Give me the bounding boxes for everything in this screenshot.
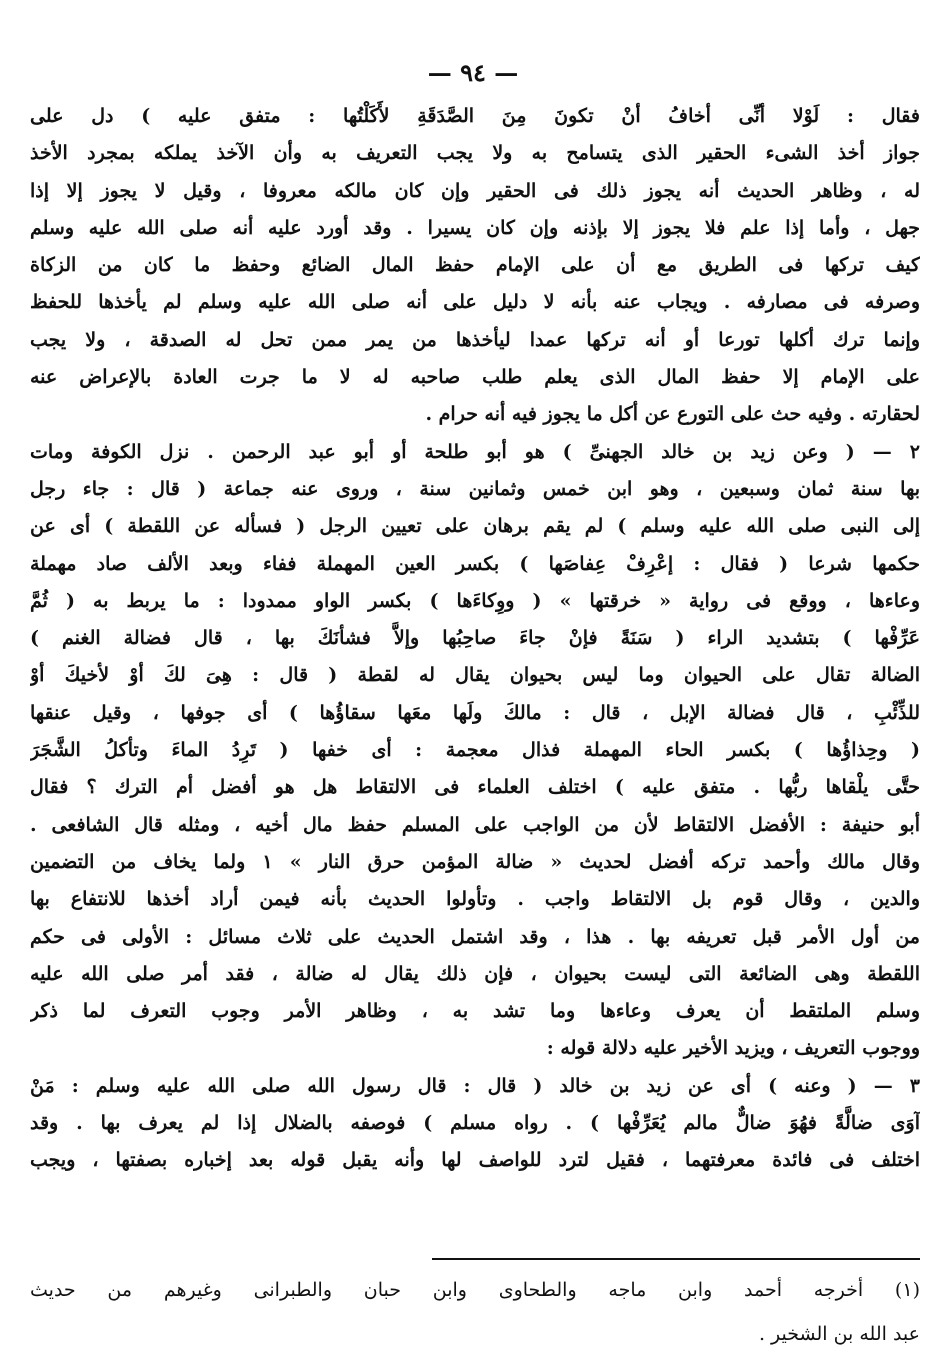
text-line: له ، وظاهر الحديث أنه يجوز ذلك فى الحقير وإن كان مالكه معروفا ، وقيل لا يجوز إلا إذا (30, 179, 920, 202)
text-line: أبو حنيفة : الأفضل الالتقاط لأن من الواجب على المسلم حفظ مال أخيه ، ومثله قال الشافعى . (30, 813, 920, 836)
text-line: جواز أخذ الشىء الحقير الذى يتسامح به ولا يجب التعريف به وأن الآخذ يملكه بمجرد الأخذ (30, 142, 920, 165)
text-line: وقال مالك وأحمد تركه أفضل لحديث « ضالة المؤمن حرق النار » ١ ولما يخاف من التضمين (30, 850, 920, 873)
text-line: فقال : لَوْلا أنِّى أخافُ أنْ تكونَ مِنَ الصَّدَقَةِ لأَكَلْتُها : متفق عليه ) دل على (30, 105, 920, 127)
text-line: بها سنة ثمان وسبعين ، وهو ابن خمس وثمانين سنة ، وروى عنه جماعة ( قال : جاء رجل (30, 477, 920, 500)
text-line: الضالة تقال على الحيوان وما ليس بحيوان يقال له لقطة ( قال : هِىَ لكَ أوْ لأخيكَ أوْ (30, 664, 920, 687)
footnote-line: عبد الله بن الشخير . (758, 1323, 920, 1345)
text-line: إلى النبى صلى الله عليه وسلم ) لم يقم برهان على تعيين الرجل ( فسأله عن اللقطة ) أى عن (30, 515, 920, 538)
page-number: — ٩٤ — (427, 58, 519, 87)
text-line: والدين ، وقال قوم بل الالتقاط واجب . وتأولوا الحديث بأنه فيمن أراد أخذها للانتفاع بها (30, 888, 920, 911)
text-line: ٢ — ( وعن زيد بن خالد الجهنىِّ ) هو أبو طلحة أو أبو عبد الرحمن . نزل الكوفة ومات (30, 440, 920, 463)
text-line: ٣ — ( وعنه ) أى عن زيد بن خالد ( قال : قال رسول الله صلى الله عليه وسلم : مَنْ (30, 1074, 920, 1097)
text-line: للذِّئْبِ ، قال فضالة الإبل ، قال : مالكَ ولَها معَها سقاؤُها ) أى جوفها ، وقيل عنقها (30, 701, 920, 724)
footnote-divider (432, 1258, 920, 1260)
text-line: كيف تركها فى الطريق مع أن على الإمام حفظ المال الضائع وحفظ ما كان من الزكاة (30, 254, 920, 277)
text-line: آوَى ضالَّةً فهُوَ ضالٌّ مالم يُعَرِّفْها ) . رواه مسلم ) فوصفه بالضلال إذا لم يعرف بها . وقد (30, 1112, 920, 1135)
text-line: حتَّى يلْقاها ربُّها . متفق عليه ) اختلف العلماء فى الالتقاط هل هو أفضل أم الترك ؟ فقال (30, 776, 920, 799)
text-line: حكمها شرعا ( فقال : إعْرِفْ عِفاصَها ) بكسر العين المهملة ففاء وبعد الألف صاد مهملة (30, 552, 920, 575)
text-line: لحقارته . وفيه حث على التورع عن أكل ما يجوز فيه أنه حرام . (425, 403, 920, 426)
text-line: جهل ، وأما إذا علم فلا يجوز إلا بإذنه وإن كان يسيرا . وقد أورد عليه أنه صلى الله عليه وسلم (30, 216, 920, 239)
text-line: وعاءها ، ووقع فى رواية « خرقتها » ( ووِكاءَها ) بكسر الواو ممدودا : ما يربط به ( ثُمَّ (30, 589, 920, 612)
text-line: اختلف فى فائدة معرفتهما ، فقيل لترد للواصف لها وأنه يقبل قوله بعد إخباره بصفتها ، ويجب (30, 1149, 920, 1172)
footnote-line: (١) أخرجه أحمد وابن ماجه والطحاوى وابن حبان والطبرانى وغيرهم من حديث (30, 1279, 920, 1301)
text-line: ووجوب التعريف ، ويزيد الأخير عليه دلالة قوله : (546, 1037, 920, 1060)
text-line: ( وحِذاؤُها ) بكسر الحاء المهملة فذال معجمة : أى خفها ( تَرِدُ الماءَ وتأكلُ الشَّجَرَ (30, 739, 920, 762)
text-line: عَرِّفْها ) بتشديد الراء ( سَنَةً فإنْ جاءَ صاحِبُها وإلاَّ فشأنَكَ بها ، قال فضالة الغنم ) (30, 627, 920, 650)
text-line: اللقطة وهى الضائعة التى ليست بحيوان ، فإن ذلك يقال له ضالة ، فقد أمر صلى الله عليه (30, 962, 920, 985)
body-text (30, 98, 920, 1180)
text-line: وإنما ترك أكلها تورعا أو أنه تركها عمدا ليأخذها من يمر ممن تحل له الصدقة ، ولا يجب (30, 328, 920, 351)
text-line: وسلم الملتقط أن يعرف وعاءها وما تشد به ، وظاهر الأمر وجوب التعرف لما ذكر (30, 1000, 920, 1023)
text-line: من أول الأمر قبل تعريفه بها . هذا ، وقد اشتمل الحديث على ثلاث مسائل : الأولى فى حكم (30, 925, 920, 948)
text-line: وصرفه فى مصارفه . ويجاب عنه بأنه لا دليل على أنه صلى الله عليه وسلم لم يأخذها للحفظ (30, 291, 920, 314)
footnotes (30, 1268, 920, 1356)
text-line: على الإمام إلا حفظ المال الذى يعلم طلب صاحبه له لا ما جرت العادة بالإعراض عنه (30, 366, 920, 389)
